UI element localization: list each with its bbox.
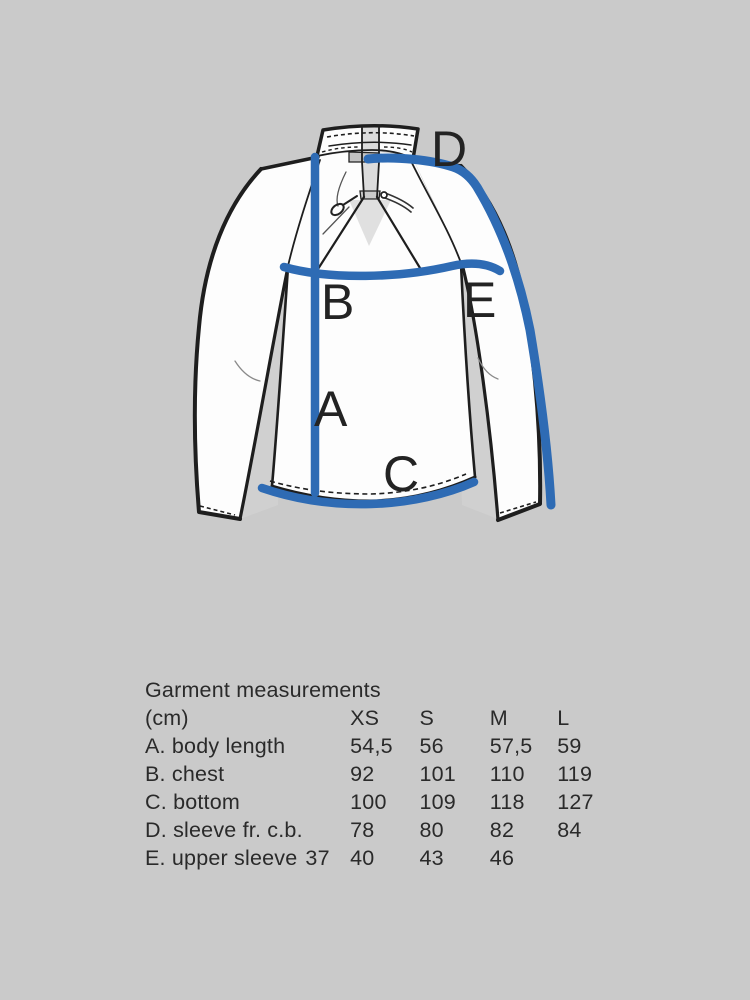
cell-s: 43 (419, 846, 444, 870)
row-label-cell (145, 816, 350, 844)
row-inline-value: 37 (305, 846, 330, 870)
table-title: Garment measurements (145, 678, 381, 702)
letter-b: B (321, 274, 355, 330)
row-label: D. sleeve fr. c.b. (145, 818, 303, 842)
letter-a: A (314, 381, 348, 437)
cell-m: 110 (489, 762, 525, 786)
cell-l: 127 (557, 790, 594, 814)
table-row (145, 788, 615, 816)
cell-xs: 100 (350, 790, 387, 814)
size-header-m: M (489, 706, 508, 730)
size-header-xs: XS (350, 706, 380, 730)
cell-s: 101 (419, 762, 456, 786)
row-label: C. bottom (145, 790, 241, 814)
row-label-cell (145, 760, 350, 788)
cell-s: 80 (419, 818, 444, 842)
cell-m: 82 (489, 818, 515, 842)
cell-m: 118 (489, 790, 525, 814)
row-label: A. body length (145, 734, 286, 758)
table-row (145, 732, 615, 760)
cell-xs: 78 (350, 818, 375, 842)
size-header-l: L (557, 706, 570, 730)
cell-m: 46 (489, 846, 515, 870)
cell-m: 57,5 (489, 734, 533, 758)
cell-l: 59 (557, 734, 582, 758)
table-row (145, 816, 615, 844)
cell-l: 84 (557, 818, 582, 842)
right-pull-ring (381, 192, 387, 198)
row-label: B. chest (145, 762, 225, 786)
cell-xs: 92 (350, 762, 375, 786)
table-header-row (145, 704, 615, 732)
letter-e: E (463, 272, 497, 328)
cell-l (557, 844, 615, 872)
row-label: E. upper sleeve (145, 846, 298, 870)
letter-d: D (431, 121, 468, 177)
cell-xs: 54,5 (350, 734, 393, 758)
cell-xs: 40 (350, 846, 375, 870)
row-label-cell (145, 844, 350, 872)
unit-label: (cm) (145, 706, 189, 730)
table-title-row (145, 676, 615, 704)
table-row (145, 844, 615, 872)
size-header-s: S (419, 706, 435, 730)
measurement-table (145, 676, 615, 872)
row-label-cell (145, 732, 350, 760)
row-label-cell (145, 788, 350, 816)
cell-l: 119 (557, 762, 593, 786)
cell-s: 56 (419, 734, 444, 758)
letter-c: C (383, 446, 420, 502)
cell-s: 109 (419, 790, 456, 814)
table-row (145, 760, 615, 788)
